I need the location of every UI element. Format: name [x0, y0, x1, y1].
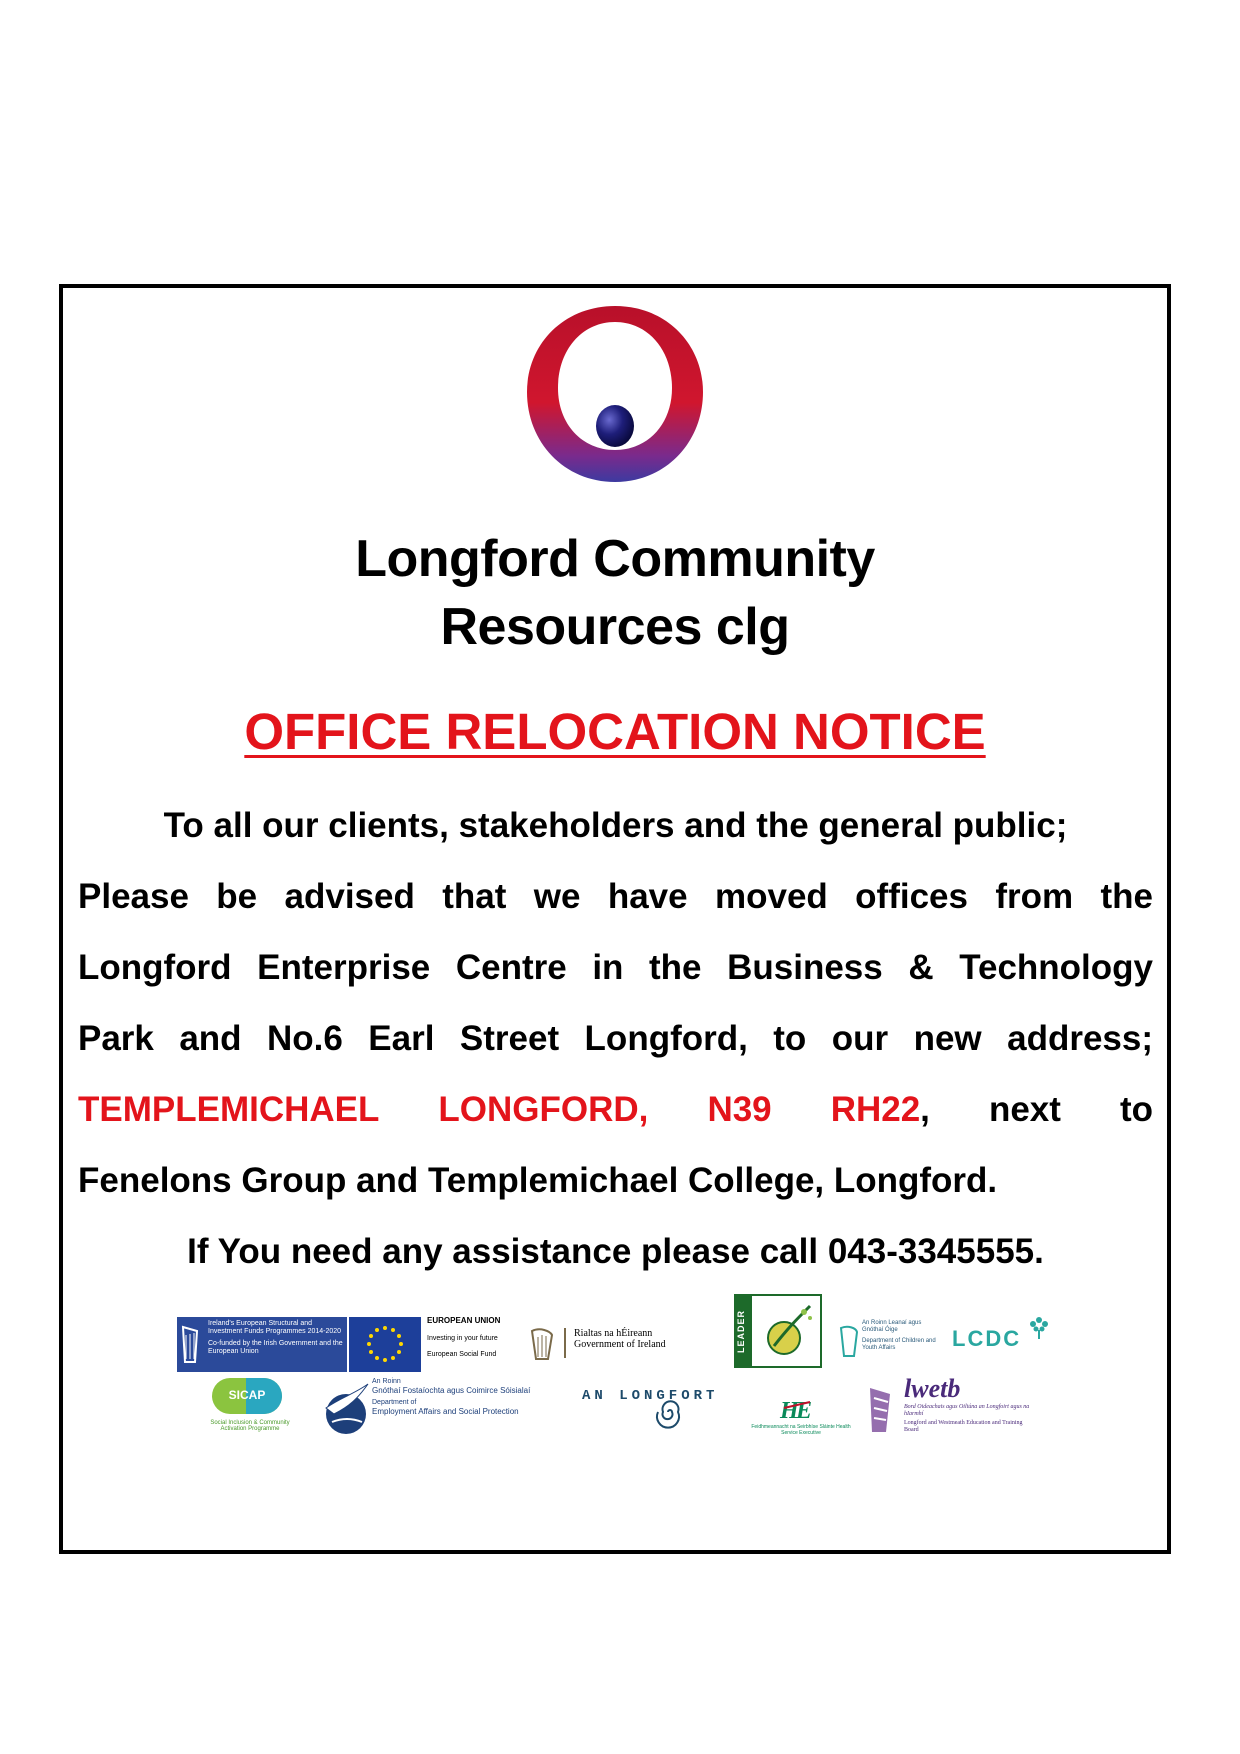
address-eircode-unique-text: RH22 [830, 1090, 921, 1129]
sicap-logo [200, 1378, 300, 1440]
leader-logo [734, 1294, 822, 1368]
deasp-an-roinn: An Roinn [372, 1378, 401, 1385]
lcdc-logo [946, 1312, 1056, 1367]
body-word-next: next [988, 1090, 1061, 1129]
body-line-7-contact: If You need any assistance please call 043-3345555. [187, 1232, 1044, 1271]
deasp-logo [320, 1378, 552, 1440]
address-town: LONGFORD, [438, 1090, 649, 1129]
eu-esf-logo [349, 1317, 509, 1372]
notice-title [200, 702, 1030, 762]
address-comma: , [920, 1090, 930, 1129]
svg-text:E: E [796, 1398, 813, 1424]
esif-logo [177, 1317, 347, 1372]
address-street: TEMPLEMICHAEL [78, 1090, 380, 1129]
organisation-name-line2: Resources clg [440, 598, 790, 656]
lwetb-logo [862, 1374, 1032, 1440]
eu-title: EUROPEAN UNION [427, 1316, 501, 1325]
lcr-logo-icon [498, 300, 732, 490]
an-longfort-text: AN LONGFORT [582, 1388, 719, 1404]
dcya-irish: An Roinn Leanaí agus Gnóthaí Óige [862, 1320, 922, 1333]
lcdc-tree-icon [1026, 1314, 1052, 1340]
body-line-2: Please be advised that we have moved offices from the [78, 877, 1153, 916]
eu-flag-icon [349, 1317, 421, 1372]
notice-body [78, 790, 1153, 1287]
leader-text: LEADER [736, 1296, 752, 1366]
lwetb-mark-icon [862, 1384, 898, 1436]
hse-logo [746, 1394, 856, 1438]
esif-text-cofunded: Co-funded by the Irish Government and the European Union [208, 1340, 343, 1355]
leader-sphere-icon [754, 1298, 820, 1364]
body-line-3: Longford Enterprise Centre in the Business & Technology [78, 948, 1153, 987]
hse-text: Feidhmeannacht na Seirbhíse Sláinte Health Service Executive [751, 1424, 851, 1436]
an-longfort-logo [582, 1386, 742, 1430]
partner-logos [170, 1290, 1070, 1450]
sicap-badge-text: SICAP [228, 1388, 266, 1402]
dcya-harp-icon [838, 1324, 860, 1360]
deasp-department-of: Department of [372, 1399, 417, 1406]
eu-esf: European Social Fund [427, 1351, 497, 1358]
svg-text:H: H [780, 1398, 799, 1424]
lwetb-irish-name: Bord Oideachais agus Oiliúna an Longfoirt agus na hIarmhí [904, 1404, 1030, 1417]
deasp-irish-name: Gnóthaí Fostaíochta agus Coimirce Sóisialaí [372, 1386, 531, 1395]
organisation-name-line1: Longford Community [355, 530, 875, 588]
body-line-6: Fenelons Group and Templemichael College, Longford. [78, 1161, 998, 1200]
lwetb-name: lwetb [904, 1374, 961, 1403]
esif-text-programmes: Ireland's European Structural and Investment Funds Programmes 2014-2020 [208, 1320, 342, 1335]
lwetb-english-name: Longford and Westmeath Education and Training Board [904, 1420, 1023, 1433]
notice-title-text: OFFICE RELOCATION NOTICE [244, 703, 986, 760]
address-eircode-routing: N39 [707, 1090, 772, 1129]
deasp-english-name: Employment Affairs and Social Protection [372, 1407, 519, 1416]
dcya-english: Department of Children and Youth Affairs [862, 1338, 936, 1351]
hse-mark-icon [776, 1394, 816, 1424]
body-word-to: to [1119, 1090, 1153, 1129]
dcya-logo [838, 1320, 938, 1365]
government-of-ireland-logo [526, 1325, 726, 1365]
gov-harp-icon [526, 1325, 558, 1365]
gov-english-name: Government of Ireland [574, 1339, 666, 1350]
lcdc-text: LCDC [952, 1326, 1022, 1351]
gov-irish-name: Rialtas na hÉireann [574, 1328, 653, 1339]
an-longfort-swirl-icon [652, 1394, 688, 1430]
body-line-5-address [78, 1074, 1153, 1145]
address-eircode-unique [831, 1074, 930, 1145]
harp-icon [177, 1317, 205, 1372]
body-line-1: To all our clients, stakeholders and the general public; [163, 806, 1068, 845]
sicap-subtitle: Social Inclusion & Community Activation Programme [210, 1420, 290, 1432]
organisation-name [200, 525, 1030, 661]
deasp-bird-icon [320, 1378, 370, 1440]
body-line-4: Park and No.6 Earl Street Longford, to our new address; [78, 1019, 1153, 1058]
eu-investing: Investing in your future [427, 1335, 498, 1342]
